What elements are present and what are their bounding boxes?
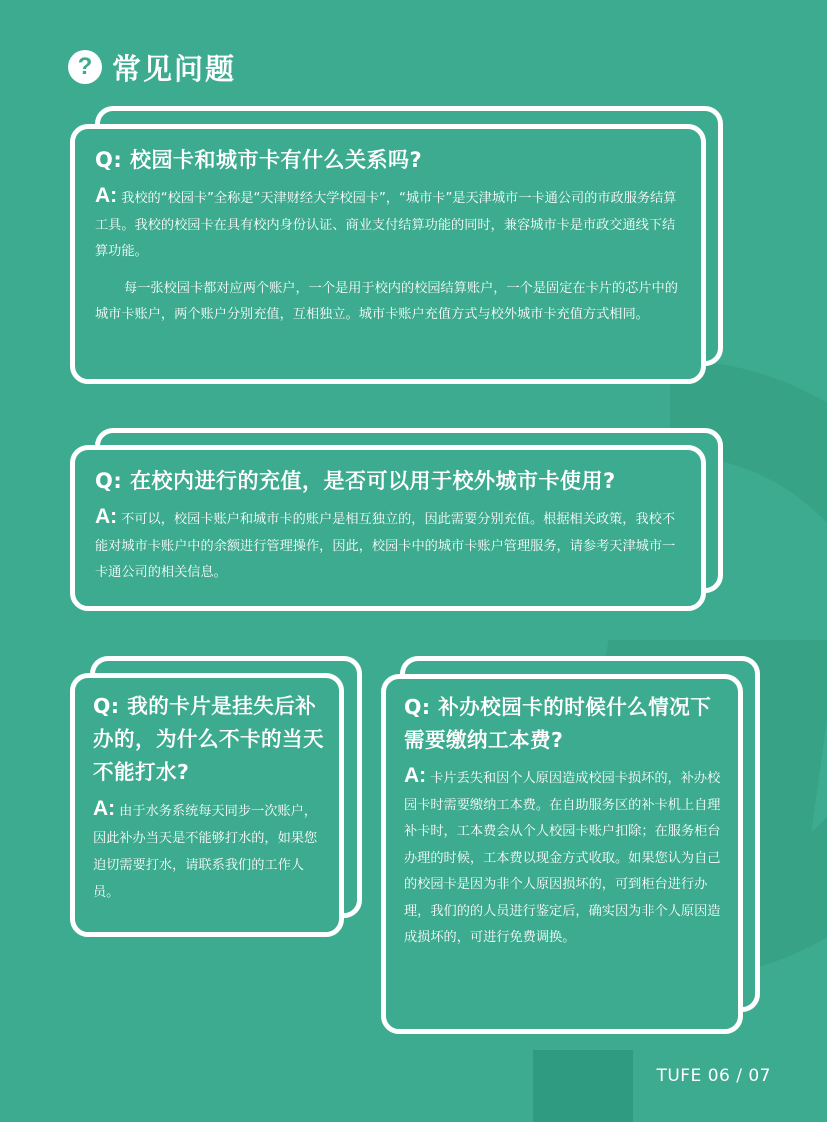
faq-question: Q: 在校内进行的充值，是否可以用于校外城市卡使用? — [95, 469, 616, 493]
faq-question: Q: 校园卡和城市卡有什么关系吗? — [95, 148, 423, 172]
answer-mark: A: — [95, 184, 118, 207]
faq-question: Q: 补办校园卡的时候什么情况下需要缴纳工本费? — [404, 695, 712, 752]
faq-answer-paragraph: 每一张校园卡都对应两个账户，一个是用于校内的校园结算账户，一个是固定在卡片的芯片中的城市卡账户，两个账户分别充值，互相独立。城市卡账户充值方式与校外城市卡充值方式相同。 — [95, 280, 678, 322]
footer-block — [533, 1050, 633, 1122]
faq-answer-text: 不可以，校园卡账户和城市卡的账户是相互独立的，因此需要分别充值。根据相关政策，我校不能对城市卡账户中的余额进行管理操作，因此，校园卡中的城市卡账户管理服务，请参考天津城市一卡通公司的相关信息。 — [95, 512, 676, 580]
faq-answer — [404, 763, 724, 952]
faq-answer-text: 卡片丢失和因个人原因造成校园卡损坏的，补办校园卡时需要缴纳工本费。在自助服务区的补卡机上自理补卡时，工本费会从个人校园卡账户扣除；在服务柜台办理的时候，工本费以现金方式收取。如果您认为自己的校园卡是因为非个人原因损坏的，可到柜台进行办理，我们的的人员进行鉴定后，确实因为非个人原因造成损坏的，可进行免费调换。 — [404, 771, 721, 945]
page-number: TUFE 06 / 07 — [656, 1066, 771, 1086]
page-title: 常见问题 — [112, 51, 237, 86]
answer-mark: A: — [404, 764, 427, 787]
answer-mark: A: — [95, 505, 118, 528]
faq-question: Q: 我的卡片是挂失后补办的，为什么不卡的当天不能打水? — [93, 694, 324, 784]
question-icon: ? — [68, 50, 102, 84]
faq-answer — [95, 504, 683, 587]
faq-answer — [95, 183, 683, 266]
section-header — [68, 50, 236, 84]
faq-card — [70, 445, 706, 611]
faq-card — [381, 674, 743, 1034]
faq-answer — [93, 795, 325, 906]
faq-card — [70, 124, 706, 384]
faq-answer-text: 我校的“校园卡”全称是“天津财经大学校园卡”，“城市卡”是天津城市一卡通公司的市政服务结算工具。我校的校园卡在具有校内身份认证、商业支付结算功能的同时，兼容城市卡是市政交通线下结算功能。 — [95, 191, 677, 259]
faq-card — [70, 673, 344, 937]
faq-answer-text: 由于水务系统每天同步一次账户，因此补办当天是不能够打水的，如果您迫切需要打水，请联系我们的工作人员。 — [93, 804, 318, 900]
answer-mark: A: — [93, 797, 116, 820]
